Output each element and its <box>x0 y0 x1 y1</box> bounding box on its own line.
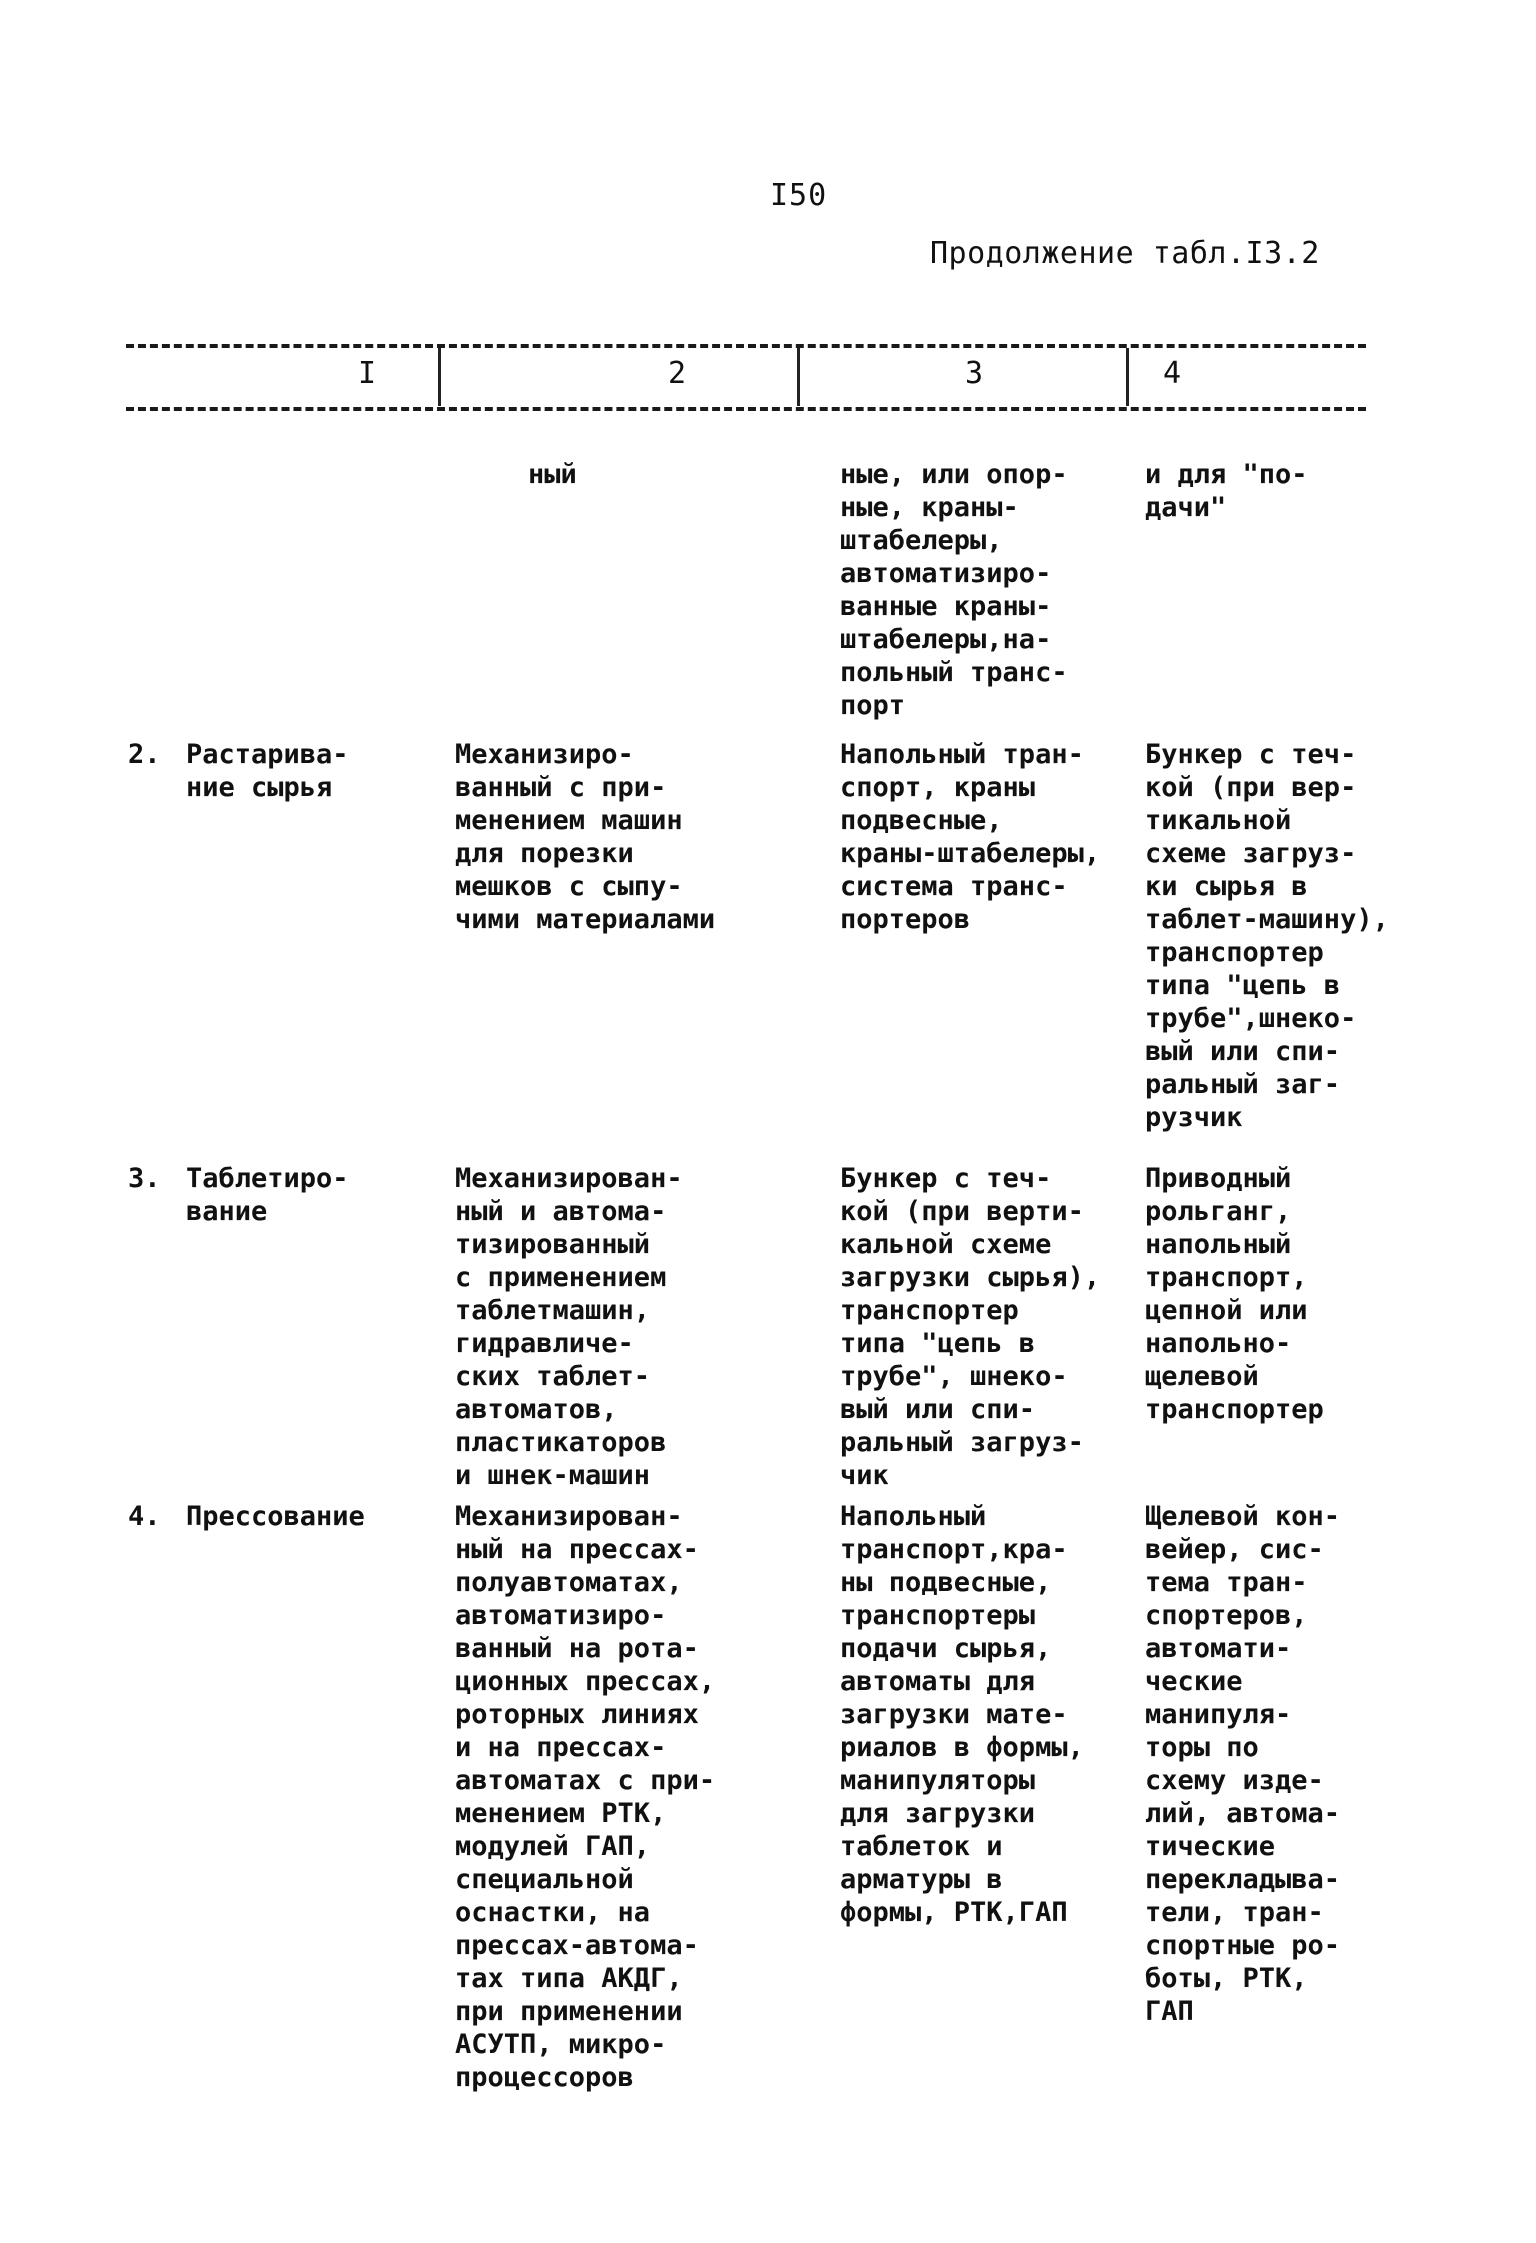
row-1-col-4: и для "по- дачи" <box>1145 459 1308 523</box>
page-number: I50 <box>770 178 828 213</box>
column-header-3: 3 <box>965 356 984 391</box>
row-4-col-4: Щелевой кон- вейер, сис- тема тран- спортеров, автомати- ческие манипуля- торы по схему изде- лий, автома- тические перекладыва- тели, тран- спортные ро- боты, РТК, ГАП <box>1145 1501 1341 2027</box>
row-4-col-2: Механизирован- ный на прессах- полуавтоматах, автоматизиро- ванный на рота- ционных прессах, роторных линиях и на прессах- автоматах с при- менением РТК, модулей ГАП, специальной оснастки, на прессах-автома- тах типа АКДГ, при применении АСУТП, микро- процессоров <box>455 1501 716 2093</box>
row-3-operation: Таблетиро- вание <box>186 1163 349 1227</box>
row-1-col-3: ные, или опор- ные, краны- штабелеры, автоматизиро- ванные краны- штабелеры,на- польный транс- порт <box>840 459 1068 721</box>
row-3-col-2: Механизирован- ный и автома- тизированный с применением таблетмашин, гидравличе- ских таблет- автоматов, пластикаторов и шнек-машин <box>455 1163 683 1491</box>
row-1-col-2: ный <box>528 459 577 490</box>
row-3-number: 3. <box>128 1163 161 1194</box>
column-separator <box>797 348 800 406</box>
column-separator <box>1126 348 1129 406</box>
row-2-col-2: Механизиро- ванный с при- менением машин для порезки мешков с сыпу- чими материалами <box>455 739 716 935</box>
row-4-number: 4. <box>128 1501 161 1532</box>
row-3-col-4: Приводный рольганг, напольный транспорт, цепной или напольно- щелевой транспортер <box>1145 1163 1324 1425</box>
row-4-col-3: Напольный транспорт,кра- ны подвесные, транспортеры подачи сырья, автоматы для загрузки мате- риалов в формы, манипуляторы для загрузки таблеток и арматуры в формы, РТК,ГАП <box>840 1501 1084 1928</box>
row-2-col-3: Напольный тран- спорт, краны подвесные, краны-штабелеры, система транс- портеров <box>840 739 1101 935</box>
column-header-4: 4 <box>1163 356 1182 391</box>
column-header-2: 2 <box>668 356 687 391</box>
column-separator <box>438 348 441 406</box>
column-header-1: I <box>358 356 377 391</box>
row-3-col-3: Бункер с теч- кой (при верти- кальной схеме загрузки сырья), транспортер типа "цепь в трубе", шнеко- вый или спи- ральный загруз- чик <box>840 1163 1101 1491</box>
row-2-operation: Растарива- ние сырья <box>186 739 349 803</box>
row-4-operation: Прессование <box>186 1501 365 1532</box>
row-2-number: 2. <box>128 739 161 770</box>
table-header-bottom-rule <box>126 407 1366 411</box>
table-header-top-rule <box>126 344 1366 348</box>
table-continuation-caption: Продолжение табл.I3.2 <box>930 236 1320 271</box>
row-2-col-4: Бункер с теч- кой (при вер- тикальной схеме загруз- ки сырья в таблет-машину), транспортер типа "цепь в трубе",шнеко- вый или спи- ральный заг- рузчик <box>1145 739 1389 1133</box>
